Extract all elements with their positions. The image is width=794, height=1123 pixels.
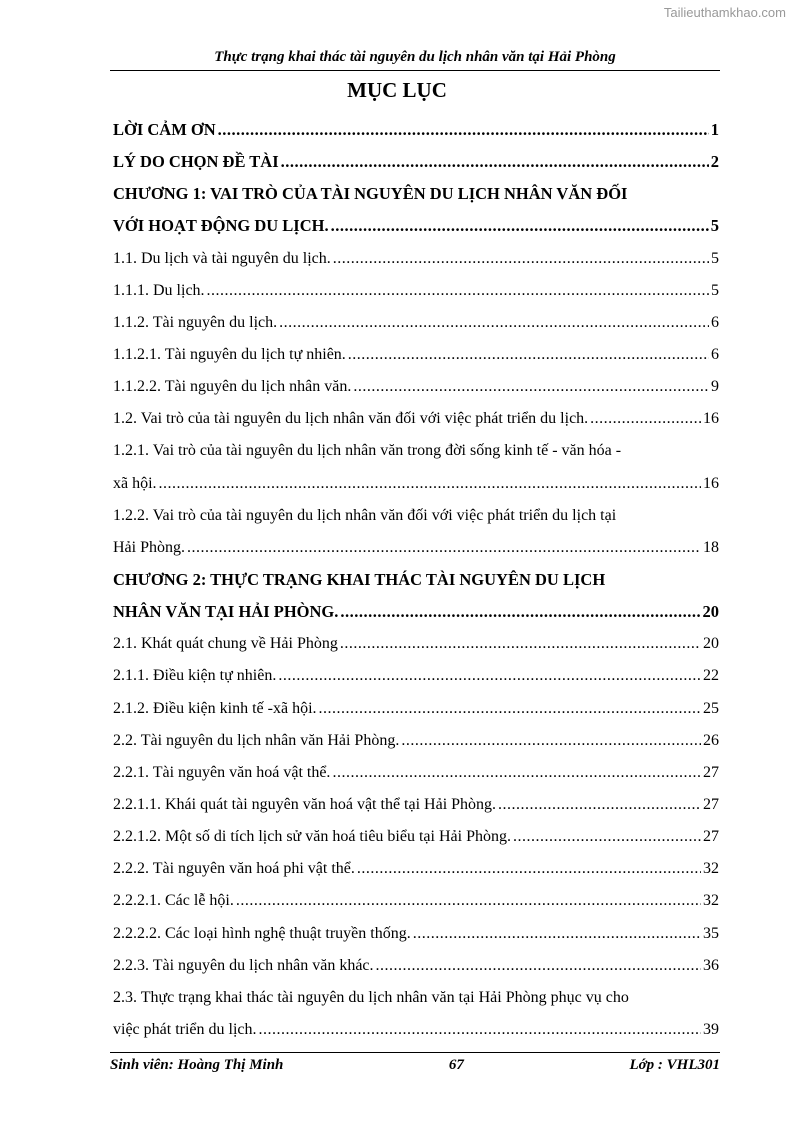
toc-entry[interactable] (113, 438, 719, 470)
toc-entry-title: CHƯƠNG 1: VAI TRÒ CỦA TÀI NGUYÊN DU LỊCH NHÂN VĂN ĐỐI (113, 184, 628, 204)
dot-leader (413, 921, 701, 947)
toc-entry-title: 1.1.2.1. Tài nguyên du lịch tự nhiên. (113, 345, 346, 363)
toc-entry[interactable] (113, 117, 719, 149)
footer-rule (110, 1052, 720, 1053)
dot-leader (207, 278, 709, 304)
toc-entry[interactable] (113, 535, 719, 567)
toc-entry[interactable] (113, 342, 719, 374)
dot-leader (333, 246, 709, 272)
toc-entry-page: 27 (703, 828, 719, 846)
dot-leader (259, 1017, 701, 1043)
dot-leader (281, 149, 709, 175)
dot-leader (590, 406, 701, 432)
dot-leader (498, 792, 701, 818)
toc-entry[interactable] (113, 985, 719, 1017)
toc-entry-title: 1.1.1. Du lịch. (113, 281, 205, 299)
dot-leader (348, 342, 709, 368)
toc-entry-page: 16 (703, 410, 719, 428)
toc-entry[interactable] (113, 567, 719, 599)
dot-leader (332, 760, 701, 786)
toc-entry-title: 2.2.2. Tài nguyên văn hoá phi vật thể. (113, 860, 355, 878)
dot-leader (278, 663, 701, 689)
toc-entry-title: 1.1.2. Tài nguyên du lịch. (113, 313, 278, 331)
toc-entry[interactable] (113, 503, 719, 535)
dot-leader (331, 213, 709, 239)
toc-entry[interactable] (113, 149, 719, 181)
toc-entry[interactable] (113, 471, 719, 503)
toc-entry[interactable] (113, 246, 719, 278)
toc-entry-page: 32 (703, 892, 719, 910)
toc-entry[interactable] (113, 310, 719, 342)
toc-entry-page: 27 (703, 763, 719, 781)
toc-entry-title: việc phát triển du lịch. (113, 1020, 257, 1038)
toc-entry-title: 2.2.1. Tài nguyên văn hoá vật thể. (113, 763, 331, 781)
toc-entry[interactable] (113, 856, 719, 888)
toc-entry-title: NHÂN VĂN TẠI HẢI PHÒNG. (113, 602, 339, 622)
toc-entry-page: 35 (703, 924, 719, 942)
toc-entry[interactable] (113, 728, 719, 760)
toc-entry-page: 5 (711, 281, 719, 299)
footer-page-number: 67 (448, 1057, 464, 1073)
table-of-contents (113, 117, 719, 1049)
toc-entry-page: 16 (703, 474, 719, 492)
toc-entry-title: 2.3. Thực trạng khai thác tài nguyên du lịch nhân văn tại Hải Phòng phục vụ cho (113, 988, 629, 1006)
toc-entry-title: 2.2.1.1. Khái quát tài nguyên văn hoá vật thể tại Hải Phòng. (113, 795, 497, 813)
toc-entry-page: 39 (703, 1020, 719, 1038)
dot-leader (236, 888, 701, 914)
footer (110, 1057, 720, 1074)
toc-entry[interactable] (113, 663, 719, 695)
dot-leader (279, 310, 709, 336)
toc-entry[interactable] (113, 181, 719, 213)
toc-entry-page: 2 (710, 152, 719, 172)
dot-leader (401, 728, 701, 754)
page-title: MỤC LỤC (347, 78, 447, 102)
toc-entry-page: 9 (711, 378, 719, 396)
dot-leader (513, 824, 701, 850)
footer-student: Sinh viên: Hoàng Thị Minh (110, 1057, 284, 1073)
toc-entry[interactable] (113, 824, 719, 856)
toc-entry-title: Hải Phòng. (113, 538, 185, 556)
toc-entry-page: 27 (703, 795, 719, 813)
toc-entry[interactable] (113, 374, 719, 406)
watermark: Tailieuthamkhao.com (663, 5, 786, 20)
toc-entry-page: 6 (711, 313, 719, 331)
toc-entry-page: 5 (711, 249, 719, 267)
toc-entry-title: 1.1. Du lịch và tài nguyên du lịch. (113, 249, 331, 267)
toc-entry-page: 5 (710, 216, 719, 236)
toc-entry-title: 2.1.1. Điều kiện tự nhiên. (113, 667, 277, 685)
toc-entry[interactable] (113, 696, 719, 728)
toc-entry-page: 20 (702, 602, 719, 622)
toc-entry-title: xã hội. (113, 474, 157, 492)
toc-entry[interactable] (113, 953, 719, 985)
toc-entry-page: 6 (711, 345, 719, 363)
toc-entry[interactable] (113, 760, 719, 792)
toc-entry[interactable] (113, 406, 719, 438)
toc-entry-title: 1.2.2. Vai trò của tài nguyên du lịch nhân văn đối với việc phát triển du lịch tại (113, 506, 617, 524)
toc-entry-title: 1.2.1. Vai trò của tài nguyên du lịch nhân văn trong đời sống kinh tế - văn hóa - (113, 442, 622, 460)
toc-entry-page: 36 (703, 956, 719, 974)
toc-entry-page: 22 (703, 667, 719, 685)
dot-leader (159, 471, 701, 497)
dot-leader (340, 599, 700, 625)
dot-leader (357, 856, 701, 882)
toc-entry-title: 1.1.2.2. Tài nguyên du lịch nhân văn. (113, 378, 352, 396)
dot-leader (319, 696, 701, 722)
toc-entry-page: 32 (703, 860, 719, 878)
toc-entry[interactable] (113, 213, 719, 245)
toc-entry-title: VỚI HOẠT ĐỘNG DU LỊCH. (113, 216, 329, 236)
toc-entry[interactable] (113, 921, 719, 953)
toc-entry-title: LỜI CẢM ƠN (113, 120, 216, 139)
toc-entry-page: 26 (703, 731, 719, 749)
toc-entry[interactable] (113, 599, 719, 631)
toc-entry-page: 25 (703, 699, 719, 717)
toc-entry-title: CHƯƠNG 2: THỰC TRẠNG KHAI THÁC TÀI NGUYÊN DU LỊCH (113, 569, 606, 589)
dot-leader (187, 535, 701, 561)
toc-entry-title: 2.1. Khát quát chung về Hải Phòng (113, 635, 338, 653)
toc-entry[interactable] (113, 631, 719, 663)
running-header: Thực trạng khai thác tài nguyên du lịch nhân văn tại Hải Phòng (214, 49, 616, 65)
dot-leader (340, 631, 701, 657)
toc-entry-page: 18 (703, 538, 719, 556)
toc-entry[interactable] (113, 278, 719, 310)
toc-entry[interactable] (113, 888, 719, 920)
toc-entry[interactable] (113, 1017, 719, 1049)
toc-entry-title: 2.2.3. Tài nguyên du lịch nhân văn khác. (113, 956, 374, 974)
toc-entry-title: 2.2.2.2. Các loại hình nghệ thuật truyền thống. (113, 924, 411, 942)
header-rule (110, 70, 720, 71)
toc-entry-title: 2.1.2. Điều kiện kinh tế -xã hội. (113, 699, 317, 717)
dot-leader (376, 953, 701, 979)
toc-entry-page: 20 (703, 635, 719, 653)
toc-entry[interactable] (113, 792, 719, 824)
toc-entry-title: 2.2. Tài nguyên du lịch nhân văn Hải Phòng. (113, 731, 400, 749)
footer-class: Lớp : VHL301 (629, 1057, 720, 1073)
dot-leader (353, 374, 709, 400)
toc-entry-page: 1 (710, 120, 719, 139)
toc-entry-title: LÝ DO CHỌN ĐỀ TÀI (113, 152, 279, 172)
toc-entry-title: 2.2.1.2. Một số di tích lịch sử văn hoá tiêu biểu tại Hải Phòng. (113, 828, 511, 846)
dot-leader (218, 117, 709, 143)
toc-entry-title: 2.2.2.1. Các lễ hội. (113, 892, 234, 910)
toc-entry-title: 1.2. Vai trò của tài nguyên du lịch nhân văn đối với việc phát triển du lịch. (113, 410, 589, 428)
